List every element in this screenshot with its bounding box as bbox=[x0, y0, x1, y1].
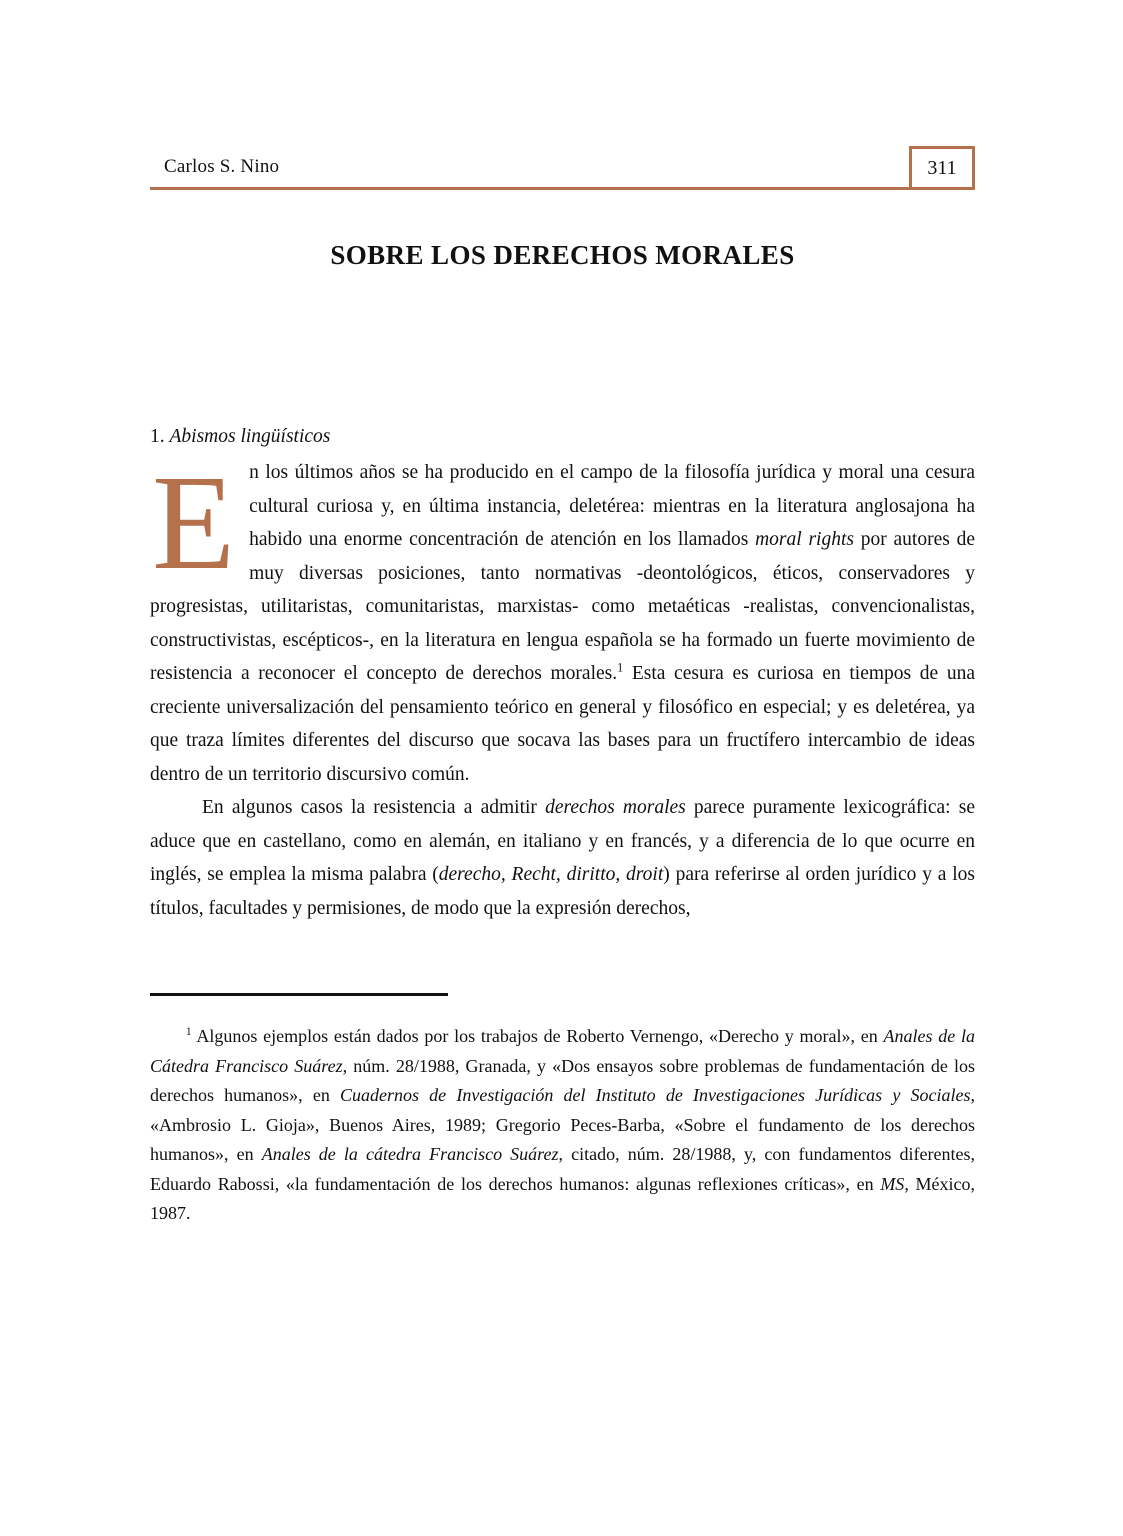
italic-run: Anales de la cátedra Francisco Suárez bbox=[261, 1144, 559, 1164]
page-title: SOBRE LOS DERECHOS MORALES bbox=[330, 240, 795, 271]
text-run: Esta cesura es curiosa en tiempos de una creciente universalización del pensamiento teórico en general y filosófico en especial; y es deletérea, ya que traza límites diferentes del discurso que socava las bases para un fructífero intercambio de ideas dentro de un territorio discursivo común. bbox=[150, 663, 975, 785]
page-number: 311 bbox=[927, 157, 957, 179]
text-run: por autores de muy diversas posiciones, tanto normativas -deontológicos, éticos, conservadores y progresistas, utilitaristas, comunitaristas, marxistas- como metaéticas -realistas, convencionalistas, constructivistas, escépticos-, en la literatura en lengua española se ha formado un fuerte movimiento de resistencia a reconocer el concepto de derechos morales. bbox=[150, 529, 975, 684]
page-number-box bbox=[909, 146, 975, 190]
text-run: , México, 1987. bbox=[150, 1173, 976, 1223]
running-header-rule bbox=[150, 187, 920, 190]
text-run: ) para referirse al orden jurídico y a los títulos, facultades y permisiones, de modo que la expresión derechos, bbox=[150, 864, 975, 919]
italic-run: moral rights bbox=[755, 529, 854, 550]
section-heading bbox=[150, 424, 975, 450]
body-column bbox=[150, 424, 975, 925]
paragraph-2-text bbox=[150, 797, 975, 919]
paragraph-2 bbox=[150, 791, 975, 925]
running-header-author: Carlos S. Nino bbox=[164, 156, 280, 177]
italic-run: MS bbox=[880, 1173, 905, 1194]
text-run: , «Ambrosio L. Gioja», Buenos Aires, 1989; Gregorio Peces-Barba, «Sobre el fundamento de los derechos humanos», en bbox=[150, 1085, 976, 1164]
text-run: parece puramente lexicográfica: se aduce que en castellano, como en alemán, en italiano y en francés, y a diferencia de lo que ocurre en inglés, se emplea la misma palabra ( bbox=[150, 797, 975, 885]
paragraph-1-text bbox=[150, 462, 975, 785]
footnote-1 bbox=[150, 1022, 975, 1229]
italic-run: derecho, Recht, diritto, droit bbox=[438, 864, 664, 885]
text-run: En algunos casos la resistencia a admitir bbox=[202, 797, 546, 818]
footnote-1-text bbox=[150, 1026, 975, 1223]
text-run: , núm. 28/1988, Granada, y «Dos ensayos sobre problemas de fundamentación de los derechos humanos», en bbox=[150, 1055, 975, 1105]
italic-run: derechos morales bbox=[545, 797, 686, 818]
running-header bbox=[150, 152, 975, 194]
paragraph-1 bbox=[150, 448, 975, 791]
section-number: 1. bbox=[150, 426, 165, 447]
section-title: Abismos lingüísticos bbox=[169, 426, 331, 447]
footnote-reference: 1 bbox=[617, 660, 624, 675]
footnote-marker: 1 bbox=[186, 1026, 192, 1038]
text-run: n los últimos años se ha producido en el campo de la filosofía jurídica y moral una cesura cultural curiosa y, en última instancia, deletérea: mientras en la literatura anglosajona ha habido una enorme concentración de atención en los llamados bbox=[249, 462, 975, 550]
footnote-area bbox=[150, 993, 975, 1229]
italic-run: Anales de la Cátedra Francisco Suárez bbox=[150, 1026, 975, 1076]
text-run: , citado, núm. 28/1988, y, con fundamentos diferentes, Eduardo Rabossi, «la fundamentación de los derechos humanos: algunas reflexiones críticas», en bbox=[150, 1144, 976, 1194]
drop-cap-letter: E bbox=[152, 448, 236, 598]
text-run: Algunos ejemplos están dados por los trabajos de Roberto Vernengo, «Derecho y moral», en bbox=[191, 1026, 884, 1046]
italic-run: Cuadernos de Investigación del Instituto de Investigaciones Jurídicas y Sociales bbox=[340, 1085, 971, 1105]
footnote-separator-rule bbox=[150, 993, 448, 996]
